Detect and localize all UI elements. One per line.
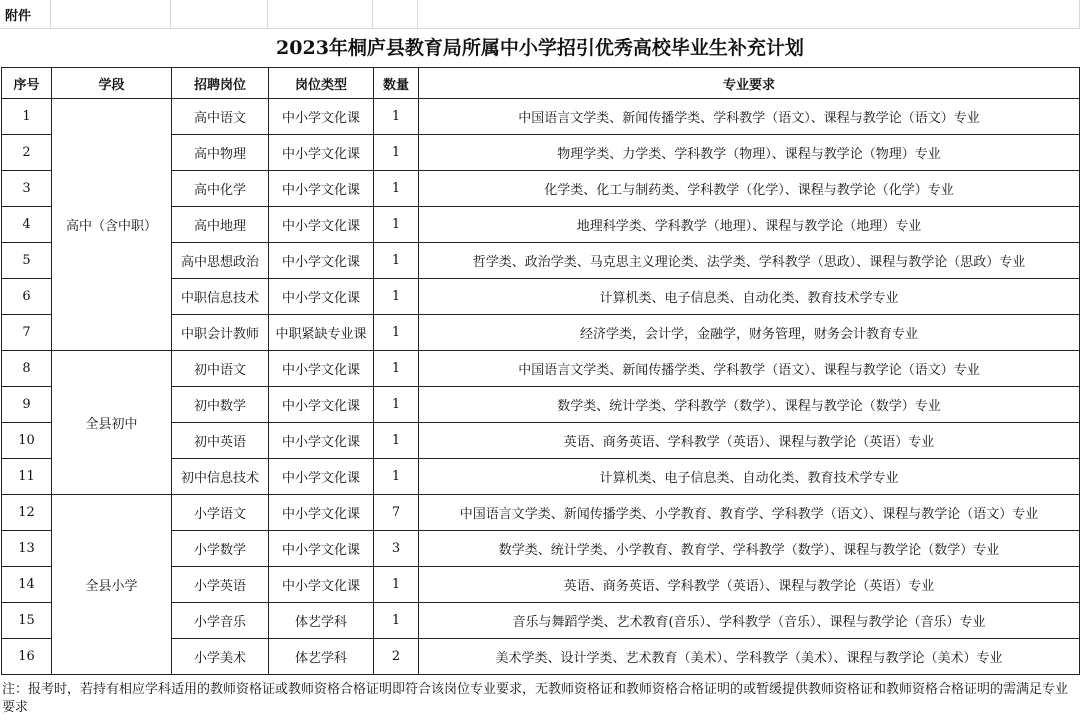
row-type: 中小学文化课 — [269, 171, 374, 207]
table-row — [2, 351, 1080, 387]
attachment-label: 附件 — [5, 9, 32, 24]
row-major: 数学类、统计学类、学科教学（数学）、课程与教学论（数学）专业 — [419, 387, 1080, 423]
spreadsheet-cell — [0, 0, 51, 29]
row-major: 音乐与舞蹈学类、艺术教育(音乐）、学科教学（音乐）、课程与教学论（音乐）专业 — [419, 603, 1080, 639]
row-position: 高中思想政治 — [172, 243, 269, 279]
row-type: 中职紧缺专业课 — [269, 315, 374, 351]
row-position: 中职信息技术 — [172, 279, 269, 315]
row-count: 1 — [374, 279, 419, 315]
row-position: 初中语文 — [172, 351, 269, 387]
row-position: 高中地理 — [172, 207, 269, 243]
row-seq: 1 — [2, 99, 52, 135]
header-stage: 学段 — [52, 68, 172, 99]
row-seq: 9 — [2, 387, 52, 423]
row-seq: 12 — [2, 495, 52, 531]
row-type: 中小学文化课 — [269, 99, 374, 135]
recruitment-plan-table — [1, 67, 1080, 675]
spreadsheet-cell — [418, 0, 1080, 29]
row-stage: 全县小学 — [52, 495, 172, 675]
row-type: 体艺学科 — [269, 639, 374, 675]
row-position: 初中英语 — [172, 423, 269, 459]
row-position: 小学语文 — [172, 495, 269, 531]
header-major: 专业要求 — [419, 68, 1080, 99]
spreadsheet-cell — [51, 0, 171, 29]
row-major: 哲学类、政治学类、马克思主义理论类、法学类、学科教学（思政）、课程与教学论（思政）专业 — [419, 243, 1080, 279]
row-type: 中小学文化课 — [269, 459, 374, 495]
row-type: 体艺学科 — [269, 603, 374, 639]
row-seq: 8 — [2, 351, 52, 387]
row-count: 1 — [374, 351, 419, 387]
row-major: 中国语言文学类、新闻传播学类、学科教学（语文）、课程与教学论（语文）专业 — [419, 99, 1080, 135]
spreadsheet-cell — [268, 0, 373, 29]
row-seq: 11 — [2, 459, 52, 495]
row-major: 计算机类、电子信息类、自动化类、教育技术学专业 — [419, 279, 1080, 315]
row-position: 小学英语 — [172, 567, 269, 603]
row-type: 中小学文化课 — [269, 351, 374, 387]
document-title: 2023年桐庐县教育局所属中小学招引优秀高校毕业生补充计划 — [276, 37, 804, 59]
row-major: 英语、商务英语、学科教学（英语）、课程与教学论（英语）专业 — [419, 567, 1080, 603]
row-position: 高中语文 — [172, 99, 269, 135]
row-seq: 6 — [2, 279, 52, 315]
row-type: 中小学文化课 — [269, 279, 374, 315]
row-seq: 4 — [2, 207, 52, 243]
row-seq: 5 — [2, 243, 52, 279]
row-position: 中职会计教师 — [172, 315, 269, 351]
table-body — [2, 99, 1080, 675]
row-count: 1 — [374, 315, 419, 351]
row-seq: 7 — [2, 315, 52, 351]
row-stage: 全县初中 — [52, 351, 172, 495]
row-major: 计算机类、电子信息类、自动化类、教育技术学专业 — [419, 459, 1080, 495]
row-type: 中小学文化课 — [269, 243, 374, 279]
row-major: 化学类、化工与制药类、学科教学（化学）、课程与教学论（化学）专业 — [419, 171, 1080, 207]
row-major: 地理科学类、学科教学（地理）、课程与教学论（地理）专业 — [419, 207, 1080, 243]
row-position: 高中化学 — [172, 171, 269, 207]
row-type: 中小学文化课 — [269, 567, 374, 603]
header-type: 岗位类型 — [269, 68, 374, 99]
row-type: 中小学文化课 — [269, 207, 374, 243]
attachment-row — [0, 0, 1080, 29]
row-position: 小学数学 — [172, 531, 269, 567]
row-position: 初中数学 — [172, 387, 269, 423]
row-major: 数学类、统计学类、小学教育、教育学、学科教学（数学）、课程与教学论（数学）专业 — [419, 531, 1080, 567]
row-major: 物理学类、力学类、学科教学（物理）、课程与教学论（物理）专业 — [419, 135, 1080, 171]
row-count: 1 — [374, 567, 419, 603]
header-seq: 序号 — [2, 68, 52, 99]
row-position: 高中物理 — [172, 135, 269, 171]
row-major: 经济学类，会计学，金融学，财务管理，财务会计教育专业 — [419, 315, 1080, 351]
row-major: 英语、商务英语、学科教学（英语）、课程与教学论（英语）专业 — [419, 423, 1080, 459]
row-seq: 2 — [2, 135, 52, 171]
row-count: 3 — [374, 531, 419, 567]
row-seq: 15 — [2, 603, 52, 639]
row-position: 小学音乐 — [172, 603, 269, 639]
row-type: 中小学文化课 — [269, 423, 374, 459]
row-type: 中小学文化课 — [269, 135, 374, 171]
spreadsheet-cell — [373, 0, 418, 29]
footnote: 注：报考时，若持有相应学科适用的教师资格证或教师资格合格证明即符合该岗位专业要求，无教师资格证和教师资格合格证明的或暂缓提供教师资格证和教师资格合格证明的需满足专业要求 — [2, 682, 1069, 715]
row-seq: 14 — [2, 567, 52, 603]
row-count: 1 — [374, 423, 419, 459]
row-type: 中小学文化课 — [269, 495, 374, 531]
row-count: 1 — [374, 99, 419, 135]
row-count: 1 — [374, 459, 419, 495]
header-count: 数量 — [374, 68, 419, 99]
row-seq: 16 — [2, 639, 52, 675]
row-count: 1 — [374, 171, 419, 207]
row-type: 中小学文化课 — [269, 531, 374, 567]
table-header-row — [2, 68, 1080, 99]
row-major: 美术学类、设计学类、艺术教育（美术）、学科教学（美术）、课程与教学论（美术）专业 — [419, 639, 1080, 675]
row-position: 小学美术 — [172, 639, 269, 675]
row-count: 1 — [374, 135, 419, 171]
row-major: 中国语言文学类、新闻传播学类、学科教学（语文）、课程与教学论（语文）专业 — [419, 351, 1080, 387]
row-seq: 3 — [2, 171, 52, 207]
spreadsheet-cell — [171, 0, 268, 29]
row-position: 初中信息技术 — [172, 459, 269, 495]
row-count: 1 — [374, 603, 419, 639]
row-seq: 10 — [2, 423, 52, 459]
row-stage: 高中（含中职） — [52, 99, 172, 351]
row-seq: 13 — [2, 531, 52, 567]
row-count: 2 — [374, 639, 419, 675]
table-row — [2, 495, 1080, 531]
row-count: 7 — [374, 495, 419, 531]
row-type: 中小学文化课 — [269, 387, 374, 423]
row-count: 1 — [374, 243, 419, 279]
table-row — [2, 99, 1080, 135]
row-count: 1 — [374, 387, 419, 423]
row-major: 中国语言文学类、新闻传播学类、小学教育、教育学、学科教学（语文）、课程与教学论（语文）专业 — [419, 495, 1080, 531]
header-position: 招聘岗位 — [172, 68, 269, 99]
row-count: 1 — [374, 207, 419, 243]
